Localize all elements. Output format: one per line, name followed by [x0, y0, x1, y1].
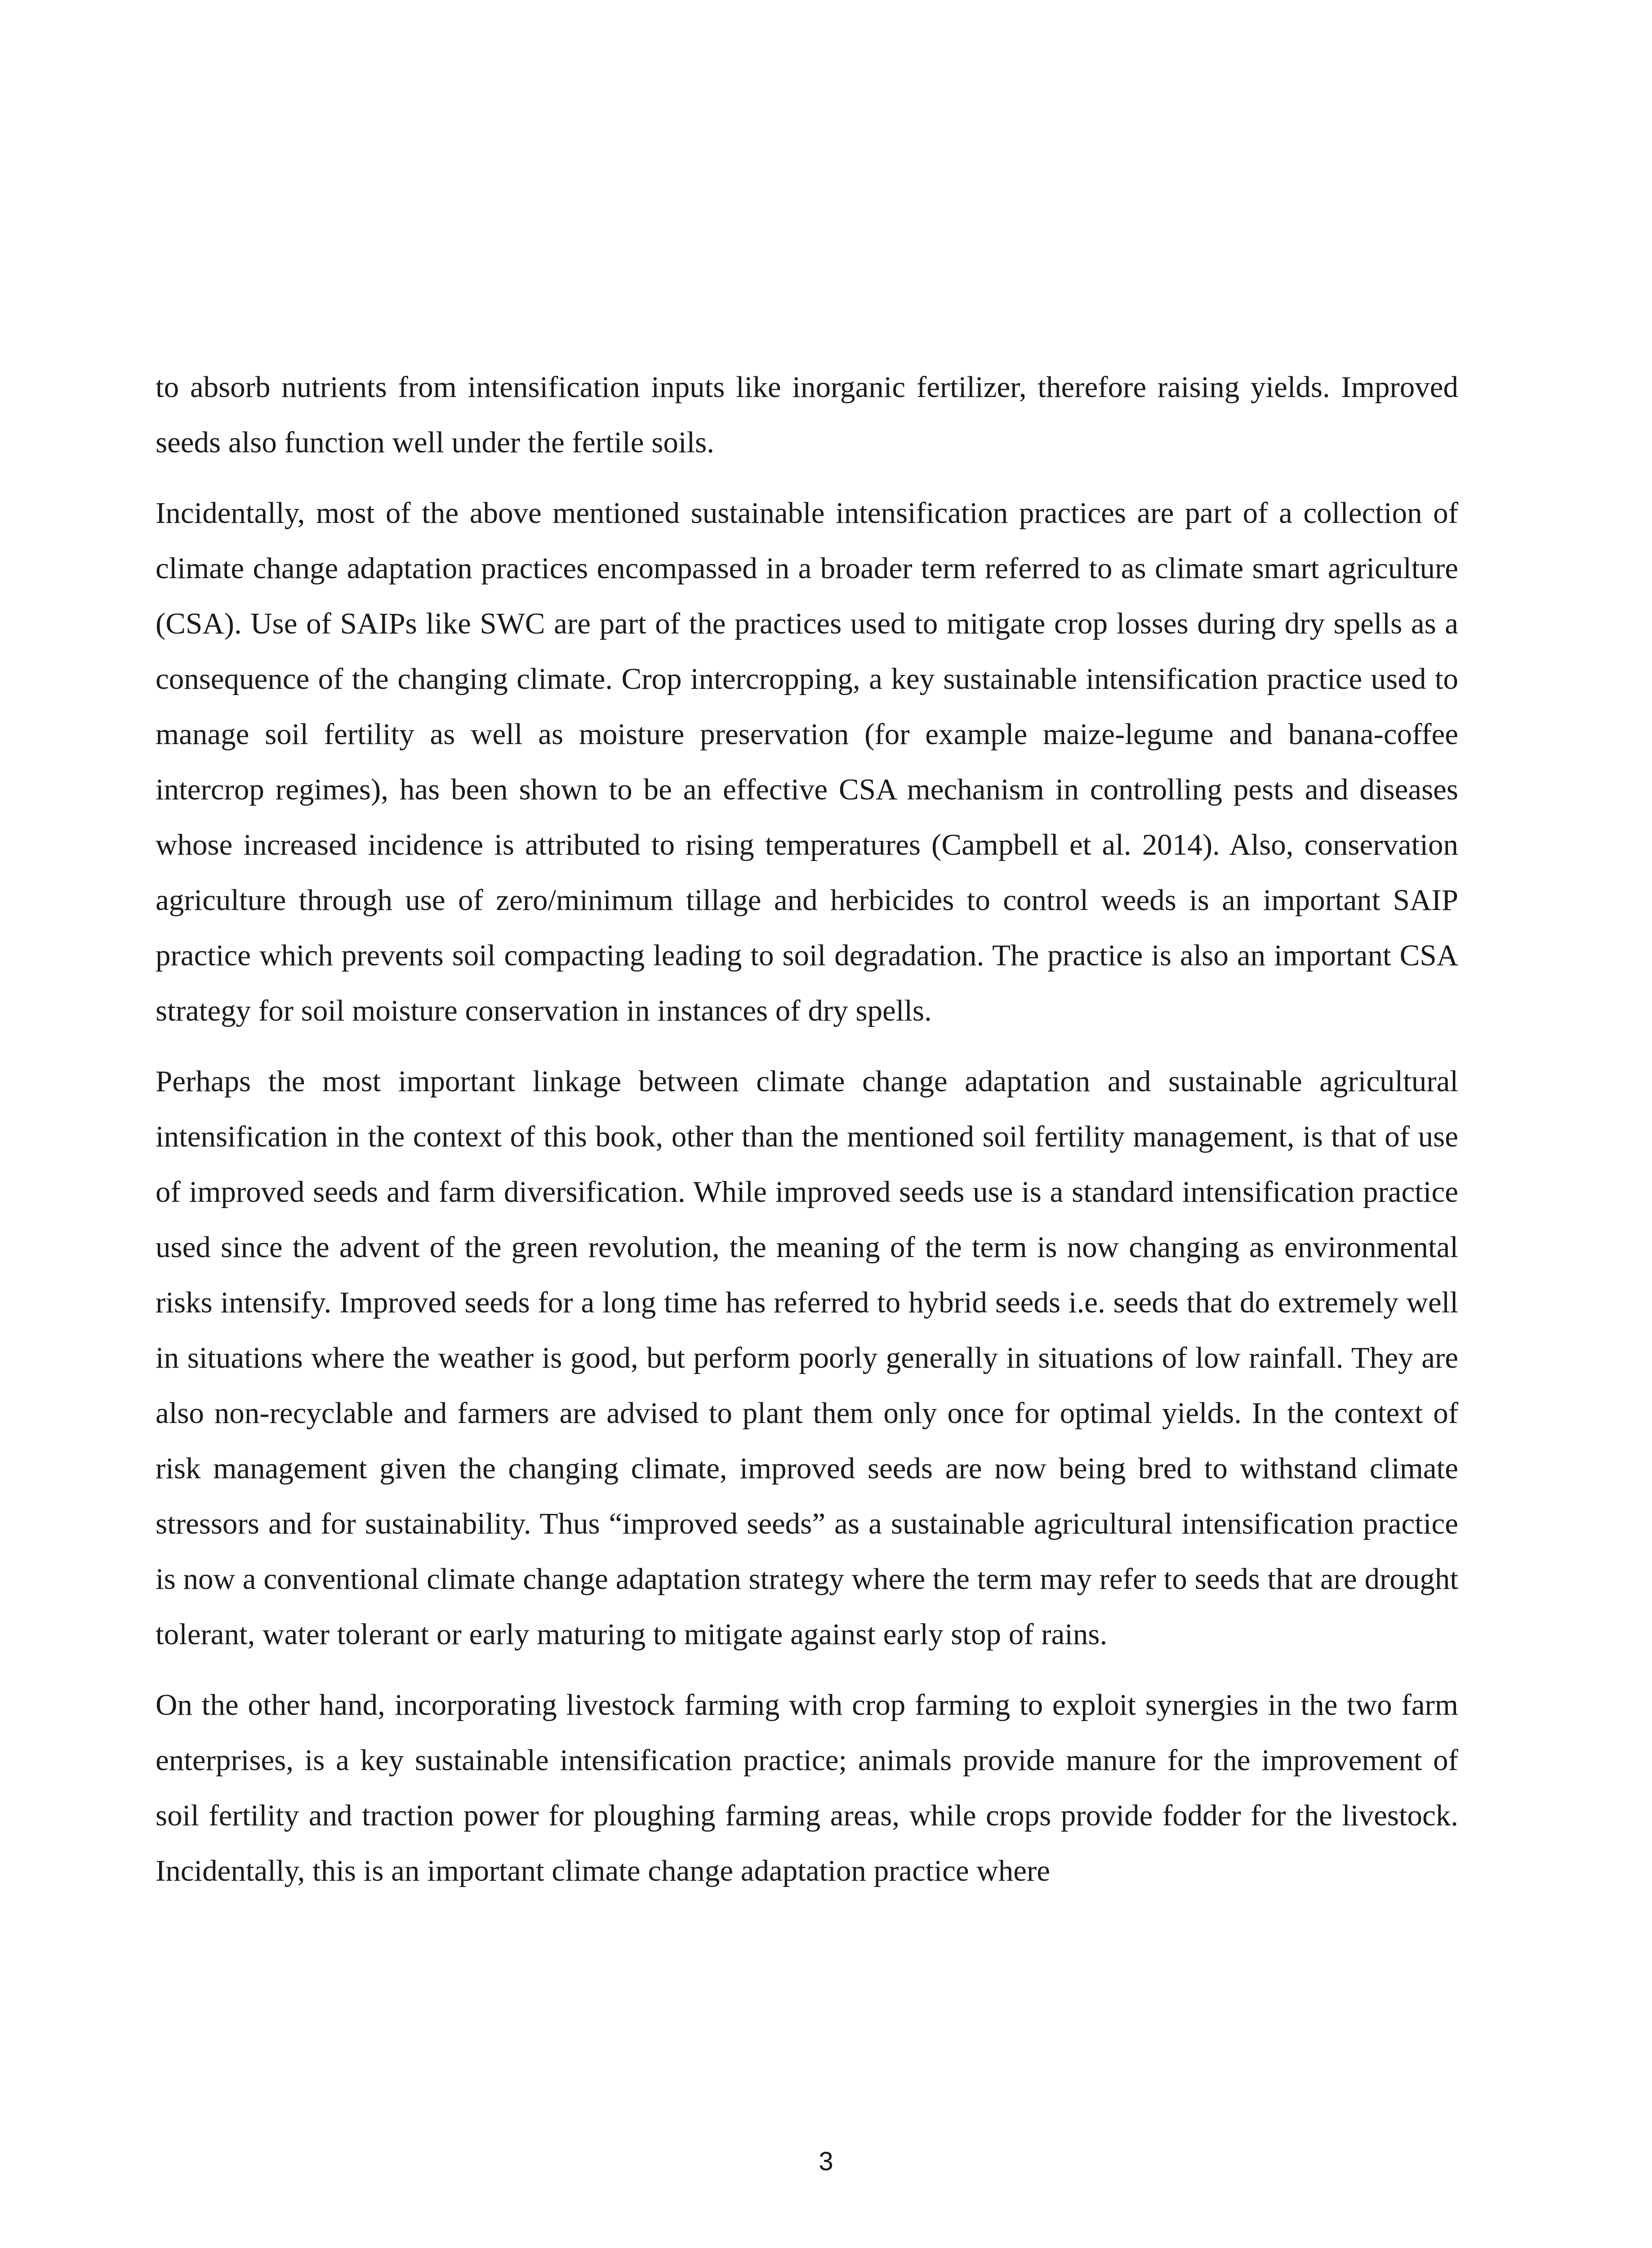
- paragraph-4: On the other hand, incorporating livestock farming with crop farming to exploit synergies in the two farm enterprises, is a key sustainable intensification practice; animals provide manure for the improvement of soil fertility and traction power for ploughing farming areas, while crops provide fodder for the livestock. Incidentally, this is an important climate change adaptation practice where: [156, 1688, 1458, 1887]
- page-number: 3: [819, 2147, 833, 2176]
- paragraph-2: Incidentally, most of the above mentioned sustainable intensification practices are part of a collection of climate change adaptation practices encompassed in a broader term referred to as climate smart agriculture (CSA). Use of SAIPs like SWC are part of the practices used to mitigate crop losses during dry spells as a consequence of the changing climate. Crop intercropping, a key sustainable intensification practice used to manage soil fertility as well as moisture preservation (for example maize-legume and banana-coffee intercrop regimes), has been shown to be an effective CSA mechanism in controlling pests and diseases whose increased incidence is attributed to rising temperatures (Campbell et al. 2014). Also, conservation agriculture through use of zero/minimum tillage and herbicides to control weeds is an important SAIP practice which prevents soil compacting leading to soil degradation. The practice is also an important CSA strategy for soil moisture conservation in instances of dry spells.: [156, 496, 1458, 1027]
- body-text: [156, 360, 1458, 1914]
- paragraph-1: to absorb nutrients from intensification inputs like inorganic fertilizer, therefore raising yields. Improved seeds also function well under the fertile soils.: [156, 370, 1458, 459]
- paragraph-3: Perhaps the most important linkage between climate change adaptation and sustainable agricultural intensification in the context of this book, other than the mentioned soil fertility management, is that of use of improved seeds and farm diversification. While improved seeds use is a standard intensification practice used since the advent of the green revolution, the meaning of the term is now changing as environmental risks intensify. Improved seeds for a long time has referred to hybrid seeds i.e. seeds that do extremely well in situations where the weather is good, but perform poorly generally in situations of low rainfall. They are also non-recyclable and farmers are advised to plant them only once for optimal yields. In the context of risk management given the changing climate, improved seeds are now being bred to withstand climate stressors and for sustainability. Thus “improved seeds” as a sustainable agricultural intensification practice is now a conventional climate change adaptation strategy where the term may refer to seeds that are drought tolerant, water tolerant or early maturing to mitigate against early stop of rains.: [156, 1065, 1458, 1651]
